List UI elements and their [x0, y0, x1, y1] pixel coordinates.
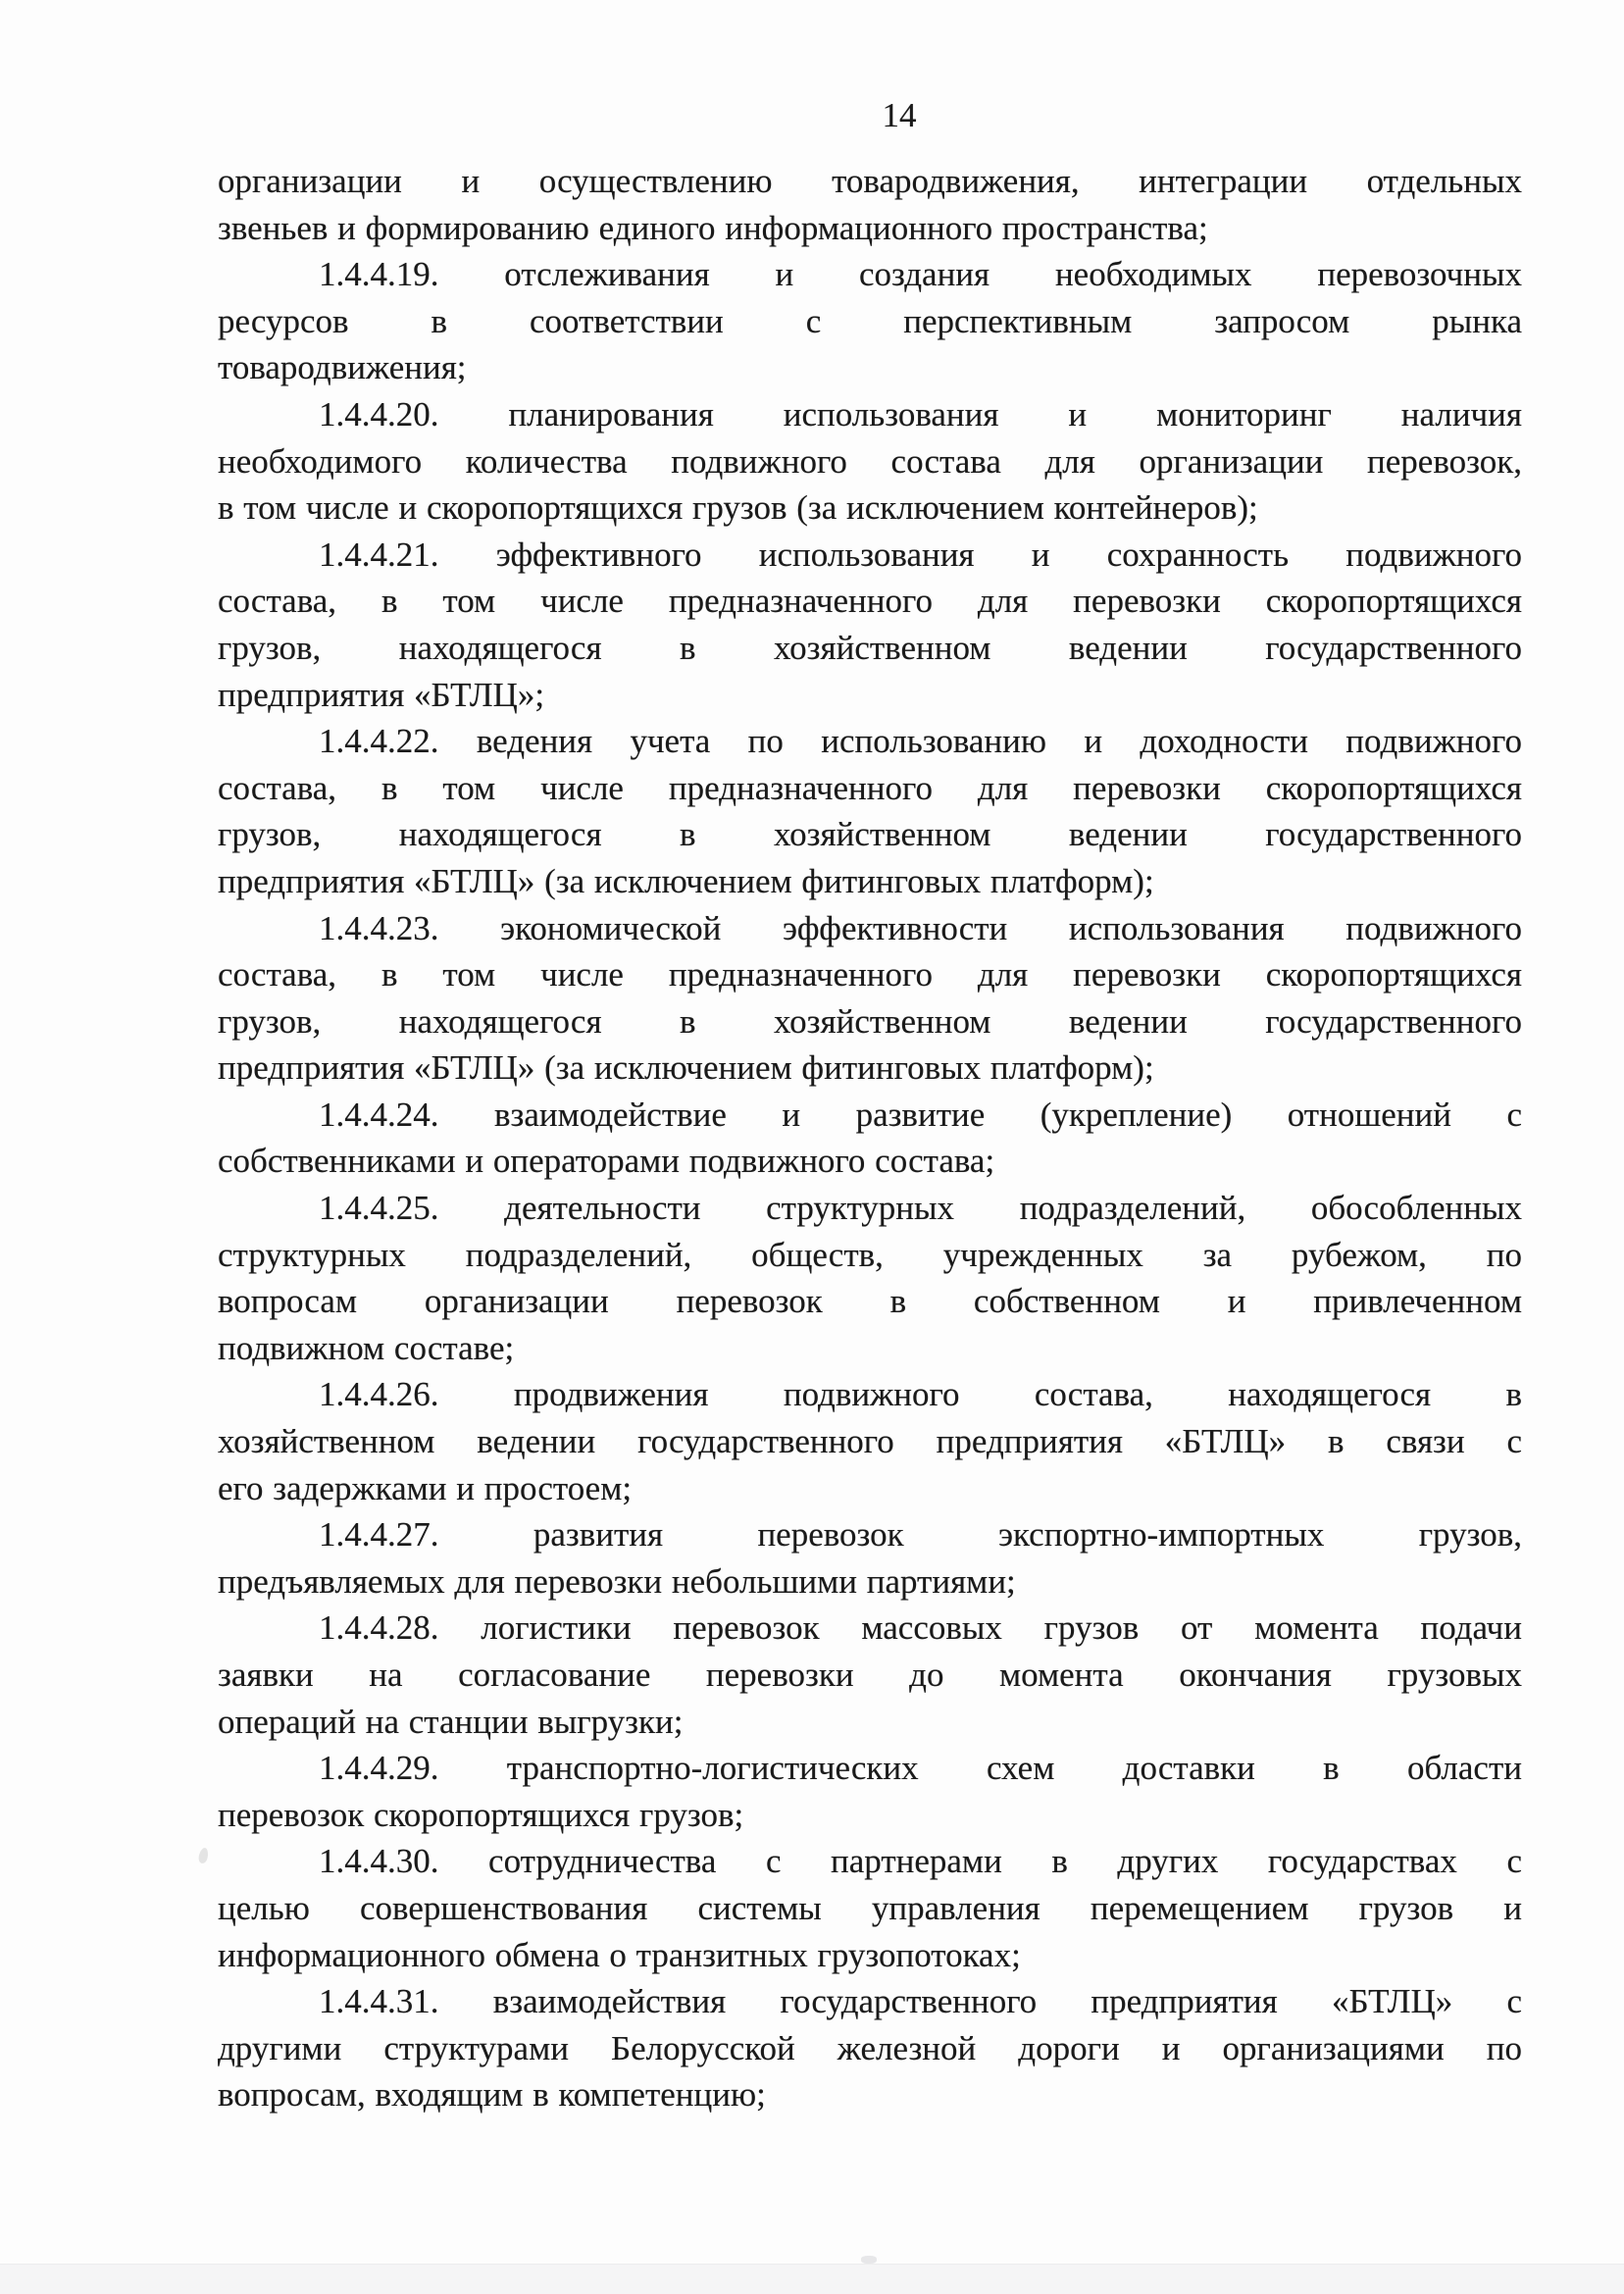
text-line: грузов, находящегося в хозяйственном ведении государственного — [218, 815, 1522, 854]
text-line: 1.4.4.29. транспортно-логистических схем доставки в области — [319, 1749, 1522, 1788]
text-line: подвижном составе; — [218, 1328, 515, 1367]
text-line: 1.4.4.22. ведения учета по использованию и доходности подвижного — [319, 722, 1522, 761]
paragraph — [218, 1185, 1522, 1371]
text-line: другими структурами Белорусской железной дороги и организациями по — [218, 2028, 1522, 2067]
text-line: 1.4.4.20. планирования использования и мониторинг наличия — [319, 394, 1522, 433]
paragraph — [218, 1092, 1522, 1185]
paragraph — [218, 251, 1522, 391]
text-line: вопросам, входящим в компетенцию; — [218, 2075, 766, 2115]
text-line: звеньев и формированию единого информационного пространства; — [218, 208, 1208, 247]
text-line: 1.4.4.24. взаимодействие и развитие (укрепление) отношений с — [319, 1095, 1522, 1134]
paragraph — [218, 532, 1522, 718]
bottom-scan-band — [0, 2264, 1624, 2294]
text-line: вопросам организации перевозок в собственном и привлеченном — [218, 1282, 1522, 1321]
scan-speck — [861, 2256, 877, 2264]
paragraph — [218, 1838, 1522, 1978]
text-line: грузов, находящегося в хозяйственном ведении государственного — [218, 628, 1522, 667]
text-line: предприятия «БТЛЦ» (за исключением фитинговых платформ); — [218, 1048, 1154, 1088]
text-line: ресурсов в соответствии с перспективным запросом рынка — [218, 301, 1522, 340]
paragraph — [218, 718, 1522, 904]
text-line: 1.4.4.30. сотрудничества с партнерами в других государствах с — [319, 1842, 1522, 1881]
paragraph — [218, 905, 1522, 1092]
text-line: предъявляемых для перевозки небольшими партиями; — [218, 1561, 1016, 1601]
paragraph — [218, 1605, 1522, 1745]
paragraph — [218, 1978, 1522, 2118]
text-line: заявки на согласование перевозки до момента окончания грузовых — [218, 1656, 1522, 1694]
document-body — [218, 158, 1522, 2118]
paragraph — [218, 1371, 1522, 1511]
text-line: предприятия «БТЛЦ» (за исключением фитинговых платформ); — [218, 861, 1154, 900]
text-line: целью совершенствования системы управления перемещением грузов и — [218, 1888, 1522, 1927]
text-line: структурных подразделений, обществ, учрежденных за рубежом, по — [218, 1235, 1522, 1274]
text-line: 1.4.4.25. деятельности структурных подразделений, обособленных — [319, 1189, 1522, 1228]
text-line: операций на станции выгрузки; — [218, 1702, 684, 1741]
paragraph — [218, 1511, 1522, 1605]
text-line: собственниками и операторами подвижного состава; — [218, 1142, 995, 1181]
page-number: 14 — [882, 96, 917, 134]
text-line: состава, в том числе предназначенного для перевозки скоропортящихся — [218, 768, 1522, 807]
text-line: 1.4.4.27. развития перевозок экспортно-импортных грузов, — [319, 1515, 1522, 1555]
text-line: его задержками и простоем; — [218, 1468, 633, 1507]
text-line: состава, в том числе предназначенного для перевозки скоропортящихся — [218, 955, 1522, 994]
text-line: 1.4.4.21. эффективного использования и сохранность подвижного — [319, 535, 1522, 574]
text-line: 1.4.4.31. взаимодействия государственного предприятия «БТЛЦ» с — [319, 1982, 1522, 2021]
text-line: 1.4.4.23. экономической эффективности использования подвижного — [319, 908, 1522, 947]
text-line: 1.4.4.19. отслеживания и создания необходимых перевозочных — [319, 255, 1522, 294]
text-line: в том числе и скоропортящихся грузов (за исключением контейнеров); — [218, 488, 1258, 528]
text-line: информационного обмена о транзитных грузопотоках; — [218, 1935, 1021, 1974]
text-line: товародвижения; — [218, 348, 467, 387]
text-line: 1.4.4.28. логистики перевозок массовых грузов от момента подачи — [319, 1608, 1522, 1648]
scan-speck — [197, 1847, 209, 1864]
text-line: организации и осуществлению товародвижения, интеграции отдельных — [218, 162, 1522, 200]
text-line: перевозок скоропортящихся грузов; — [218, 1795, 744, 1834]
text-line: хозяйственном ведении государственного предприятия «БТЛЦ» в связи с — [218, 1422, 1522, 1461]
paragraph — [218, 158, 1522, 251]
text-line: грузов, находящегося в хозяйственном ведении государственного — [218, 1001, 1522, 1041]
text-line: предприятия «БТЛЦ»; — [218, 675, 545, 714]
text-line: состава, в том числе предназначенного для перевозки скоропортящихся — [218, 582, 1522, 621]
text-line: необходимого количества подвижного состава для организации перевозок, — [218, 441, 1522, 481]
paragraph — [218, 1745, 1522, 1838]
paragraph — [218, 391, 1522, 532]
text-line: 1.4.4.26. продвижения подвижного состава, находящегося в — [319, 1375, 1522, 1414]
